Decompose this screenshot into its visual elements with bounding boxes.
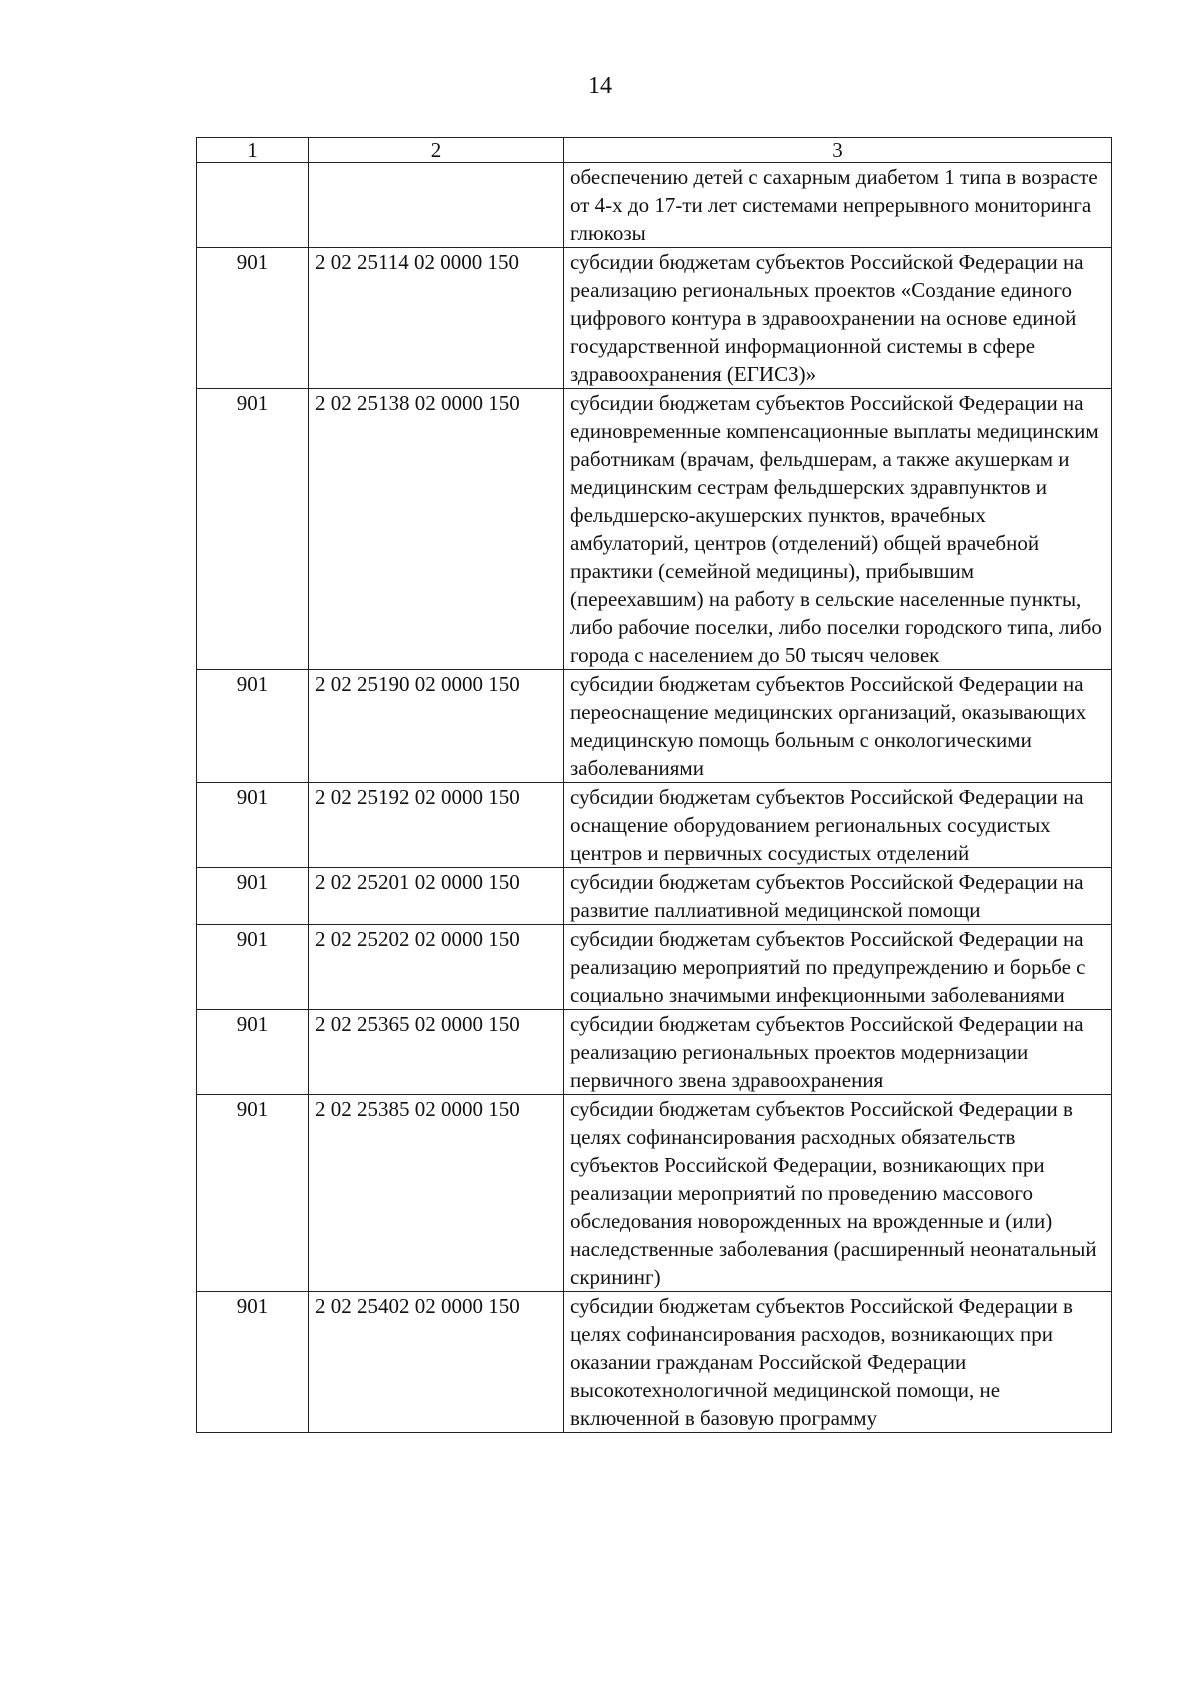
description-cell: субсидии бюджетам субъектов Российской Федерации на переоснащение медицинских организаций, оказывающих медицинскую помощь больным с онкологическими заболеваниями — [564, 670, 1112, 783]
income-code-cell: 2 02 25190 02 0000 150 — [309, 670, 564, 783]
table-row — [197, 868, 1112, 925]
table-row — [197, 925, 1112, 1010]
income-code-cell: 2 02 25114 02 0000 150 — [309, 248, 564, 389]
table-row — [197, 1292, 1112, 1433]
description-cell: субсидии бюджетам субъектов Российской Федерации в целях софинансирования расходов, возникающих при оказании гражданам Российской Федерации высокотехнологичной медицинской помощи, не включенной в базовую программу — [564, 1292, 1112, 1433]
table-row — [197, 248, 1112, 389]
table-row — [197, 783, 1112, 868]
description-cell: субсидии бюджетам субъектов Российской Федерации на реализацию региональных проектов «Создание единого цифрового контура в здравоохранении на основе единой государственной информационной системы в сфере здравоохранения (ЕГИСЗ)» — [564, 248, 1112, 389]
column-header-2: 2 — [309, 138, 564, 163]
budget-codes-table — [196, 137, 1112, 1433]
income-code-cell: 2 02 25402 02 0000 150 — [309, 1292, 564, 1433]
description-cell: субсидии бюджетам субъектов Российской Федерации на единовременные компенсационные выплаты медицинским работникам (врачам, фельдшерам, а также акушеркам и медицинским сестрам фельдшерских здравпунктов и фельдшерско-акушерских пунктов, врачебных амбулаторий, центров (отделений) общей врачебной практики (семейной медицины), прибывшим (переехавшим) на работу в сельские населенные пункты, либо рабочие поселки, либо поселки городского типа, либо города с населением до 50 тысяч человек — [564, 389, 1112, 670]
income-code-cell: 2 02 25192 02 0000 150 — [309, 783, 564, 868]
admin-code-cell: 901 — [197, 783, 309, 868]
description-cell: субсидии бюджетам субъектов Российской Федерации на реализацию региональных проектов модернизации первичного звена здравоохранения — [564, 1010, 1112, 1095]
admin-code-cell: 901 — [197, 1095, 309, 1292]
column-header-1: 1 — [197, 138, 309, 163]
admin-code-cell: 901 — [197, 389, 309, 670]
admin-code-cell: 901 — [197, 1292, 309, 1433]
description-cell: субсидии бюджетам субъектов Российской Федерации в целях софинансирования расходных обязательств субъектов Российской Федерации, возникающих при реализации мероприятий по проведению массового обследования новорожденных на врожденные и (или) наследственные заболевания (расширенный неонатальный скрининг) — [564, 1095, 1112, 1292]
admin-code-cell: 901 — [197, 670, 309, 783]
table-row — [197, 1010, 1112, 1095]
table-header-row — [197, 138, 1112, 163]
admin-code-cell: 901 — [197, 925, 309, 1010]
income-code-cell: 2 02 25365 02 0000 150 — [309, 1010, 564, 1095]
table-row — [197, 670, 1112, 783]
admin-code-cell — [197, 163, 309, 248]
income-code-cell: 2 02 25202 02 0000 150 — [309, 925, 564, 1010]
admin-code-cell: 901 — [197, 248, 309, 389]
income-code-cell: 2 02 25385 02 0000 150 — [309, 1095, 564, 1292]
table-row — [197, 163, 1112, 248]
admin-code-cell: 901 — [197, 1010, 309, 1095]
description-cell: обеспечению детей с сахарным диабетом 1 типа в возрасте от 4-х до 17-ти лет системами непрерывного мониторинга глюкозы — [564, 163, 1112, 248]
table-row — [197, 389, 1112, 670]
admin-code-cell: 901 — [197, 868, 309, 925]
page-number: 14 — [588, 73, 612, 99]
table-row — [197, 1095, 1112, 1292]
income-code-cell: 2 02 25138 02 0000 150 — [309, 389, 564, 670]
description-cell: субсидии бюджетам субъектов Российской Федерации на реализацию мероприятий по предупреждению и борьбе с социально значимыми инфекционными заболеваниями — [564, 925, 1112, 1010]
income-code-cell: 2 02 25201 02 0000 150 — [309, 868, 564, 925]
description-cell: субсидии бюджетам субъектов Российской Федерации на развитие паллиативной медицинской помощи — [564, 868, 1112, 925]
income-code-cell — [309, 163, 564, 248]
column-header-3: 3 — [564, 138, 1112, 163]
description-cell: субсидии бюджетам субъектов Российской Федерации на оснащение оборудованием региональных сосудистых центров и первичных сосудистых отделений — [564, 783, 1112, 868]
